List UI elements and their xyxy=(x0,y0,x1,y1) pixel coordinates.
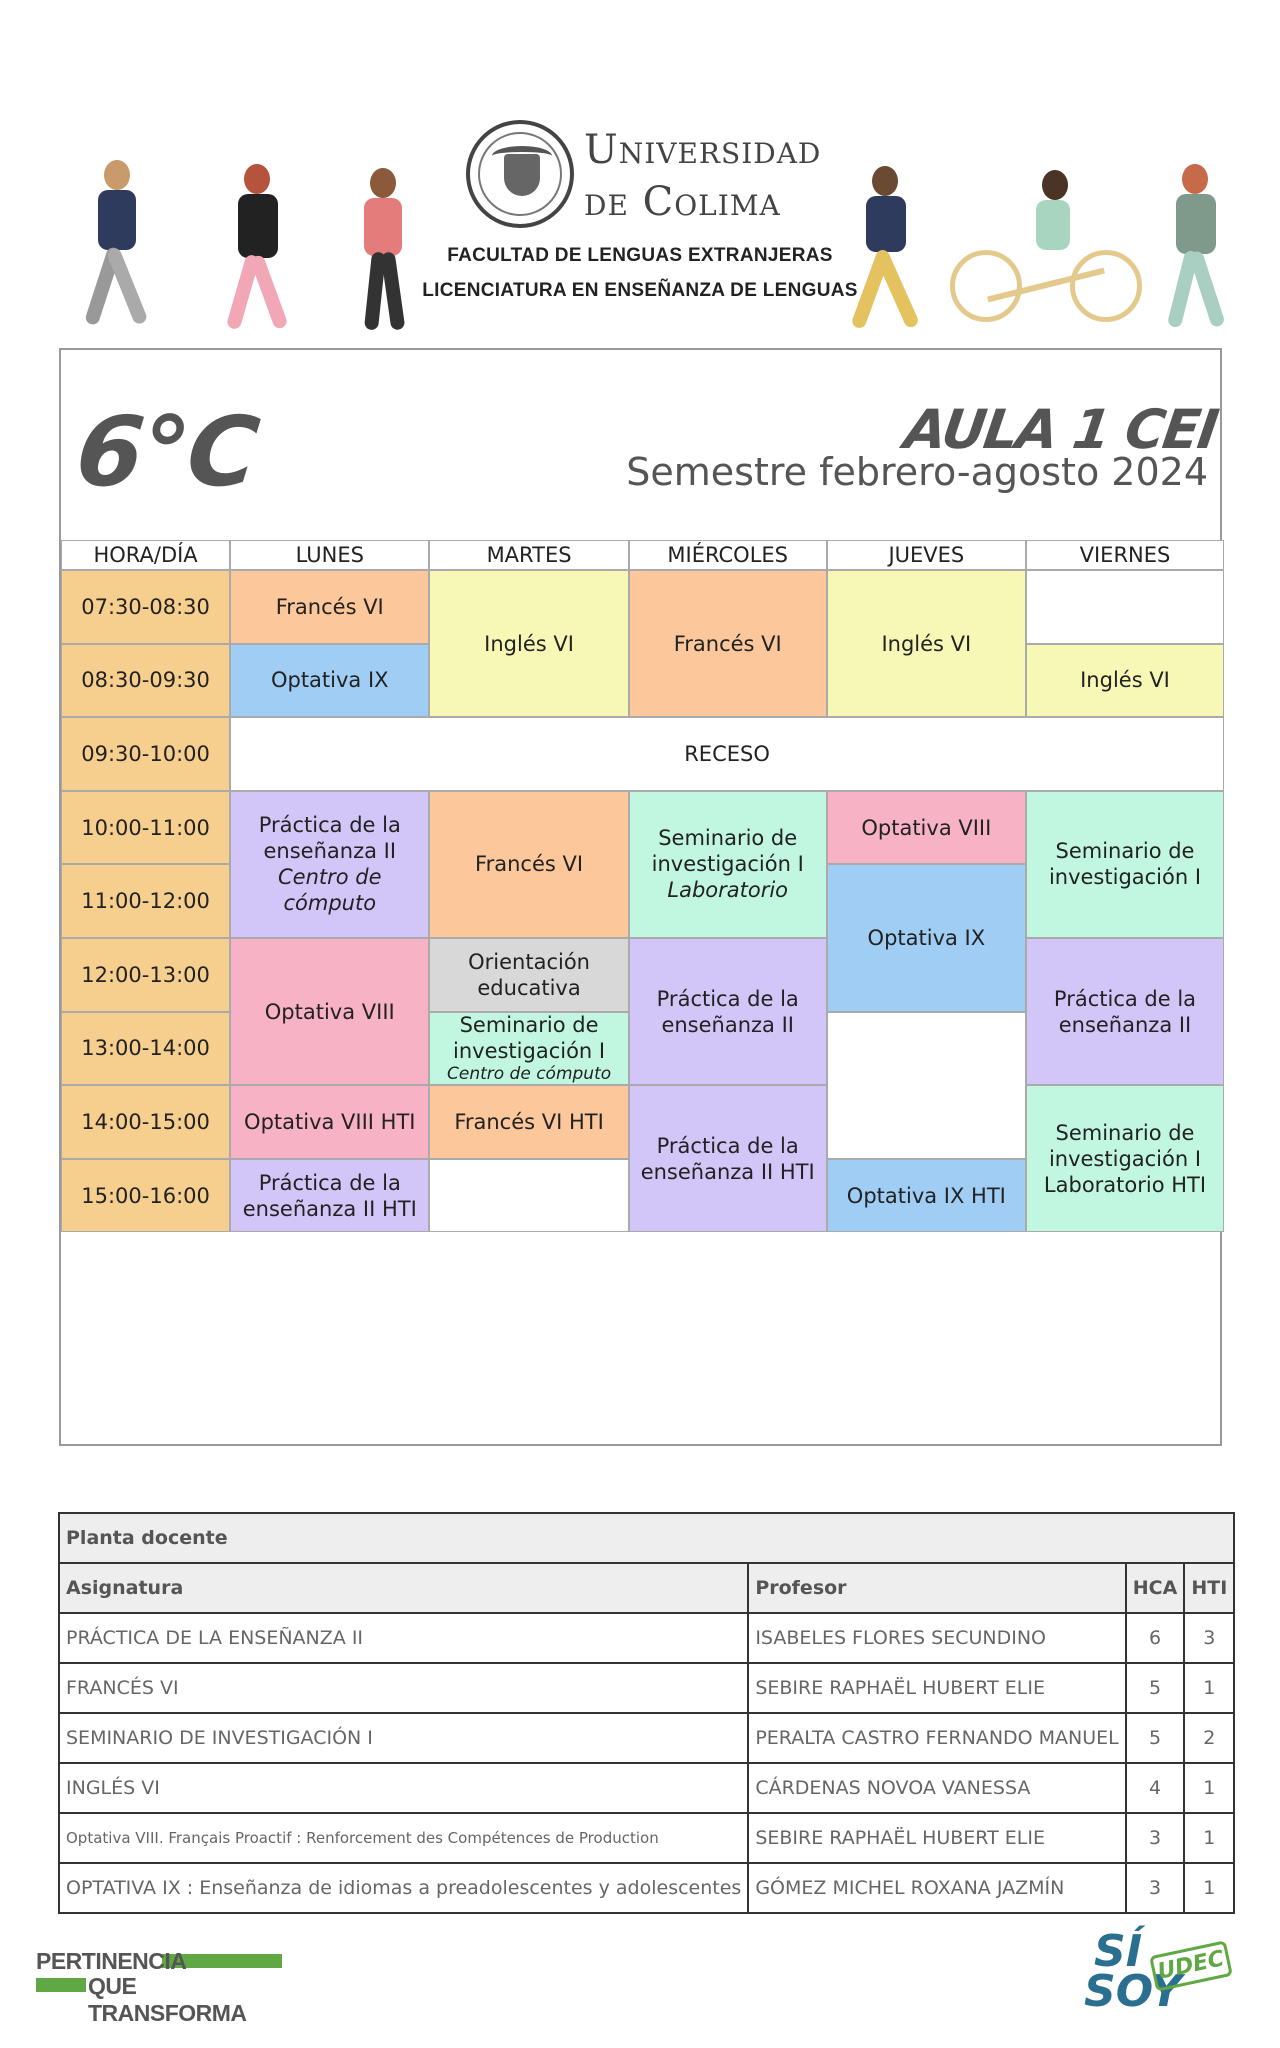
university-name-line1: Universidad xyxy=(584,127,822,173)
class-block: Inglés VI xyxy=(1026,644,1224,718)
empty-slot xyxy=(1026,570,1224,644)
udec-badge: UDEC xyxy=(1149,1940,1233,1991)
teacher-cell: CÁRDENAS NOVOA VANESSA xyxy=(748,1763,1125,1813)
hca-cell: 6 xyxy=(1126,1613,1185,1663)
university-seal-icon xyxy=(466,120,574,228)
program-name: LICENCIATURA EN ENSEÑANZA DE LENGUAS xyxy=(422,280,858,301)
time-slot: 09:30-10:00 xyxy=(61,717,230,791)
si-text: SÍ xyxy=(1094,1926,1143,1977)
university-logo xyxy=(466,120,846,240)
hti-cell: 1 xyxy=(1184,1863,1234,1913)
header-day-4: JUEVES xyxy=(827,540,1026,570)
que-transforma-text: QUE TRANSFORMA xyxy=(88,1973,247,2026)
teacher-cell: SEBIRE RAPHAËL HUBERT ELIE xyxy=(748,1813,1125,1863)
empty-slot xyxy=(429,1159,628,1233)
subject-cell: Optativa VIII. Français Proactif : Renforcement des Compétences de Production xyxy=(59,1813,748,1863)
subject-cell: SEMINARIO DE INVESTIGACIÓN I xyxy=(59,1713,748,1763)
class-block: Orientación educativa xyxy=(429,938,628,1012)
staff-row xyxy=(59,1813,1234,1863)
class-block: Francés VI xyxy=(429,791,628,938)
pertinencia-text: PERTINENCIA xyxy=(36,1948,187,1974)
staff-row xyxy=(59,1713,1234,1763)
teacher-cell: ISABELES FLORES SECUNDINO xyxy=(748,1613,1125,1663)
staff-table xyxy=(58,1512,1235,1914)
class-block: Seminario de investigación I Centro de cómputo xyxy=(429,1012,628,1086)
class-block: Práctica de la enseñanza II HTI xyxy=(629,1085,827,1232)
si-soy-udec-logo xyxy=(1080,1928,1240,2028)
column-header-teacher: Profesor xyxy=(748,1563,1125,1613)
faculty-name: FACULTAD DE LENGUAS EXTRANJERAS xyxy=(447,245,833,266)
university-name-line2: de Colima xyxy=(584,179,781,225)
subject-cell: INGLÉS VI xyxy=(59,1763,748,1813)
hca-cell: 5 xyxy=(1126,1713,1185,1763)
time-slot: 08:30-09:30 xyxy=(61,644,230,718)
schedule-card xyxy=(59,348,1222,1446)
subject-cell: OPTATIVA IX : Enseñanza de idiomas a preadolescentes y adolescentes xyxy=(59,1863,748,1913)
time-slot: 11:00-12:00 xyxy=(61,864,230,938)
semester-label: Semestre febrero-agosto 2024 xyxy=(626,450,1208,494)
subject-cell: FRANCÉS VI xyxy=(59,1663,748,1713)
header-hora-dia: HORA/DÍA xyxy=(61,540,230,570)
class-block: Optativa VIII xyxy=(827,791,1026,865)
staff-row xyxy=(59,1863,1234,1913)
time-slot: 14:00-15:00 xyxy=(61,1085,230,1159)
hca-cell: 3 xyxy=(1126,1813,1185,1863)
hti-cell: 2 xyxy=(1184,1713,1234,1763)
class-block: Seminario de investigación I xyxy=(1026,791,1224,938)
hti-cell: 1 xyxy=(1184,1763,1234,1813)
staff-row xyxy=(59,1663,1234,1713)
hca-cell: 5 xyxy=(1126,1663,1185,1713)
class-block: Francés VI xyxy=(629,570,827,717)
class-block: Inglés VI xyxy=(827,570,1026,717)
empty-slot xyxy=(827,1012,1026,1159)
class-block: Francés VI HTI xyxy=(429,1085,628,1159)
pertinencia-logo xyxy=(36,1948,256,2026)
time-slot: 13:00-14:00 xyxy=(61,1012,230,1086)
staff-table-title: Planta docente xyxy=(59,1513,1234,1563)
class-block: Práctica de la enseñanza II xyxy=(1026,938,1224,1085)
time-slot: 10:00-11:00 xyxy=(61,791,230,865)
group-label: 6°C xyxy=(71,396,263,508)
class-block: Seminario de investigación I Laboratorio HTI xyxy=(1026,1085,1224,1232)
class-block: Seminario de investigación I Laboratorio xyxy=(629,791,827,938)
soy-text: SOY xyxy=(1084,1966,1182,2017)
time-slot: 15:00-16:00 xyxy=(61,1159,230,1233)
header-day-3: MIÉRCOLES xyxy=(629,540,827,570)
university-name xyxy=(584,124,821,228)
class-block: Optativa IX HTI xyxy=(827,1159,1026,1233)
hti-cell: 1 xyxy=(1184,1663,1234,1713)
header-day-5: VIERNES xyxy=(1026,540,1224,570)
class-block: Optativa IX xyxy=(230,644,429,718)
header-day-2: MARTES xyxy=(429,540,628,570)
class-block: Práctica de la enseñanza II Centro de cómputo xyxy=(230,791,429,938)
staff-table-header-row xyxy=(59,1563,1234,1613)
hti-cell: 3 xyxy=(1184,1613,1234,1663)
class-block: Francés VI xyxy=(230,570,429,644)
staff-row xyxy=(59,1763,1234,1813)
class-block: RECESO xyxy=(230,717,1224,791)
teacher-cell: PERALTA CASTRO FERNANDO MANUEL xyxy=(748,1713,1125,1763)
hca-cell: 3 xyxy=(1126,1863,1185,1913)
class-block: Optativa VIII xyxy=(230,938,429,1085)
class-block: Optativa IX xyxy=(827,864,1026,1011)
hca-cell: 4 xyxy=(1126,1763,1185,1813)
header xyxy=(0,0,1280,348)
class-block: Optativa VIII HTI xyxy=(230,1085,429,1159)
time-slot: 07:30-08:30 xyxy=(61,570,230,644)
teacher-cell: SEBIRE RAPHAËL HUBERT ELIE xyxy=(748,1663,1125,1713)
class-block: Práctica de la enseñanza II HTI xyxy=(230,1159,429,1233)
teacher-cell: GÓMEZ MICHEL ROXANA JAZMÍN xyxy=(748,1863,1125,1913)
class-block: Inglés VI xyxy=(429,570,628,717)
subject-cell: PRÁCTICA DE LA ENSEÑANZA II xyxy=(59,1613,748,1663)
room-label: AULA 1 CEI xyxy=(900,398,1221,461)
staff-table-title-row xyxy=(59,1513,1234,1563)
column-header-subject: Asignatura xyxy=(59,1563,748,1613)
walking-people-illustration-right xyxy=(840,160,1240,350)
hti-cell: 1 xyxy=(1184,1813,1234,1863)
class-block: Práctica de la enseñanza II xyxy=(629,938,827,1085)
column-header-hti: HTI xyxy=(1184,1563,1234,1613)
time-slot: 12:00-13:00 xyxy=(61,938,230,1012)
schedule-grid xyxy=(61,540,1224,1446)
header-day-1: LUNES xyxy=(230,540,429,570)
staff-row xyxy=(59,1613,1234,1663)
column-header-hca: HCA xyxy=(1126,1563,1185,1613)
